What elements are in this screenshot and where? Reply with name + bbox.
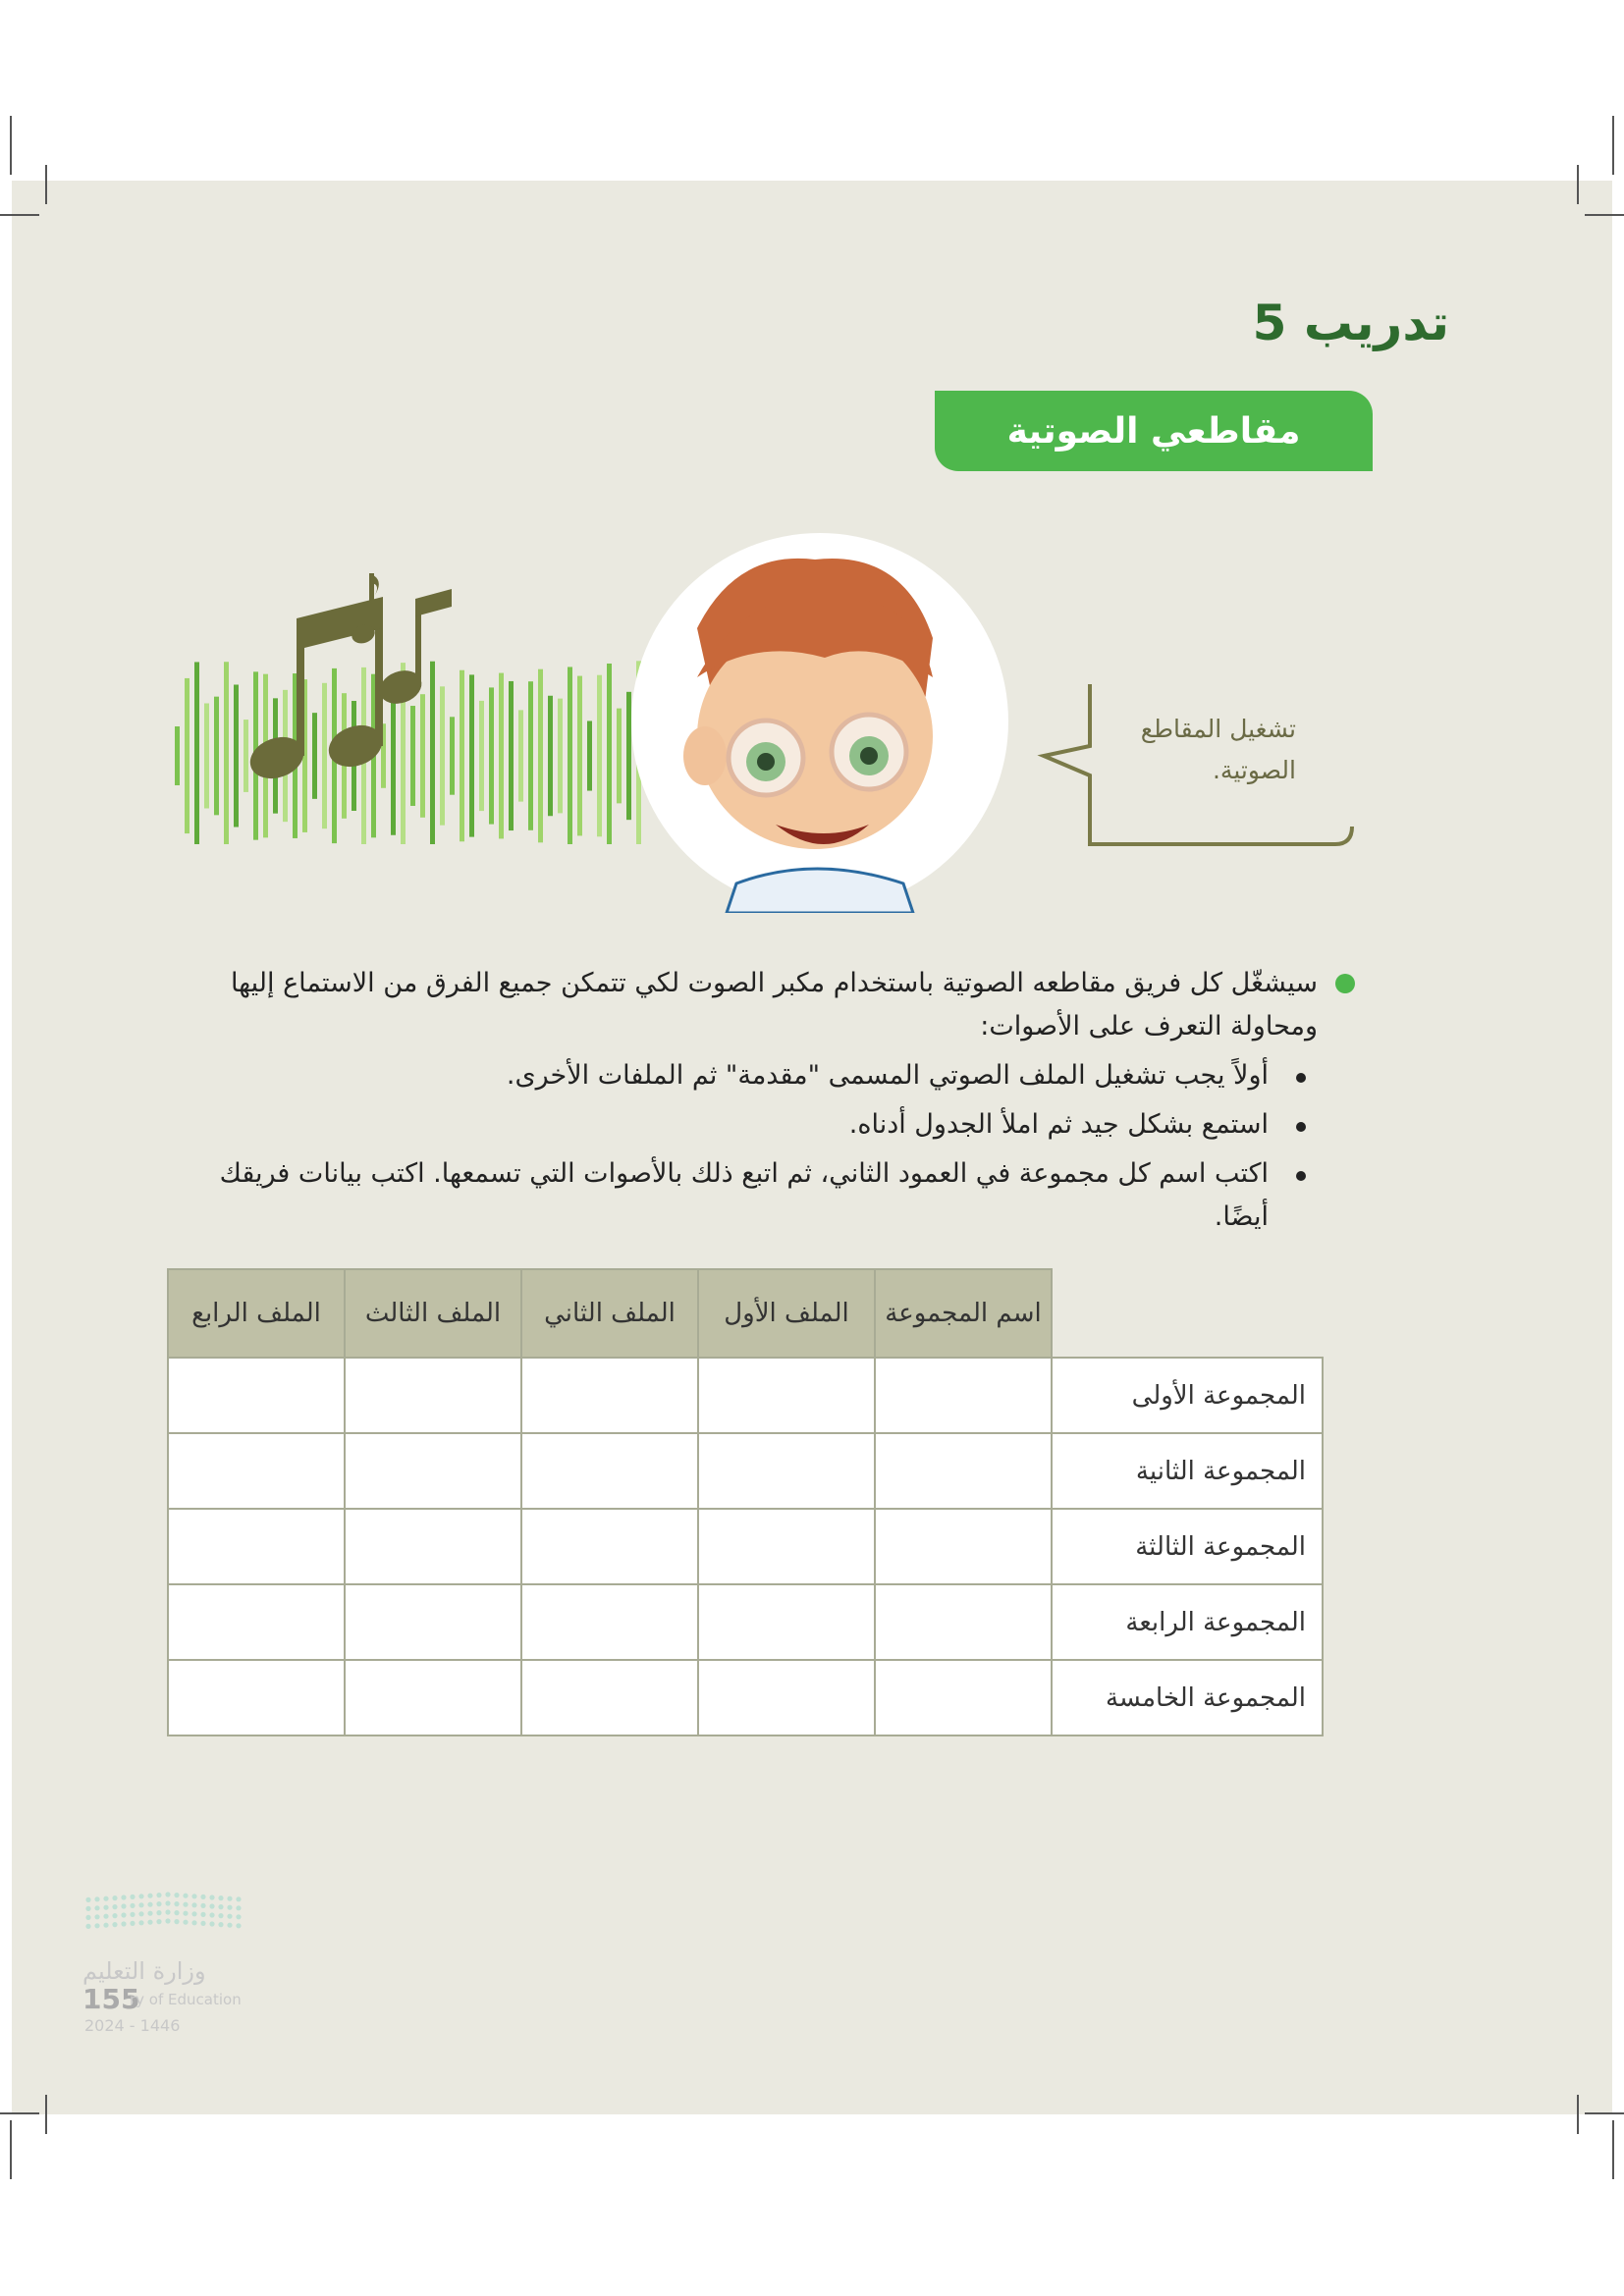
wave-bar	[194, 662, 199, 844]
logo-dot	[138, 1902, 143, 1907]
table-row	[168, 1509, 1323, 1584]
logo-dot	[147, 1920, 152, 1925]
instruction-main-text: سيشغّل كل فريق مقاطعه الصوتية باستخدام مكبر الصوت لكي تتمكن جميع الفرق من الاستماع إليها ومحاولة التعرف على الأصوات:	[230, 968, 1318, 1041]
row-label: المجموعة الرابعة	[1052, 1584, 1323, 1660]
logo-dot	[103, 1923, 108, 1928]
wave-bar	[509, 681, 514, 830]
logo-dot	[218, 1904, 223, 1909]
boy-illustration	[628, 530, 1011, 913]
table-row	[168, 1433, 1323, 1509]
wave-bar	[607, 664, 612, 844]
logo-dot	[227, 1896, 232, 1901]
logo-dot	[191, 1911, 196, 1916]
table-row	[168, 1660, 1323, 1735]
logo-dot	[227, 1923, 232, 1928]
instruction-item: استمع بشكل جيد ثم املأ الجدول أدناه.	[157, 1103, 1269, 1147]
wave-bar	[224, 662, 229, 844]
logo-dot	[94, 1896, 99, 1901]
logo-dot	[165, 1900, 170, 1905]
wave-bar	[538, 669, 543, 843]
row-label: المجموعة الأولى	[1052, 1358, 1323, 1433]
instruction-item: أولاً يجب تشغيل الملف الصوتي المسمى "مقدمة" ثم الملفات الأخرى.	[157, 1054, 1269, 1097]
crop-mark	[10, 116, 12, 175]
logo-dot	[85, 1897, 90, 1902]
ministry-logo-icon	[82, 1887, 249, 1946]
logo-dot	[236, 1905, 241, 1910]
logo-dot	[130, 1895, 135, 1899]
column-header: الملف الثالث	[345, 1269, 521, 1358]
logo-dot	[236, 1914, 241, 1919]
logo-dot	[200, 1903, 205, 1908]
table-cell[interactable]	[168, 1509, 345, 1584]
crop-mark	[1585, 214, 1624, 216]
wave-bar	[479, 701, 484, 811]
table-cell[interactable]	[875, 1584, 1052, 1660]
wave-bar	[244, 720, 248, 792]
table-cell[interactable]	[698, 1584, 875, 1660]
wave-bar	[568, 667, 572, 844]
wave-bar	[214, 697, 219, 816]
crop-mark	[10, 2120, 12, 2179]
table-cell[interactable]	[875, 1358, 1052, 1433]
table-cell[interactable]	[521, 1433, 698, 1509]
bullet-icon	[1335, 974, 1355, 993]
logo-dot	[147, 1911, 152, 1916]
wave-bar	[450, 717, 455, 794]
logo-dot	[103, 1896, 108, 1901]
wave-bar	[548, 696, 553, 816]
instruction-main	[157, 962, 1355, 1048]
instructions	[157, 962, 1355, 1245]
table-cell[interactable]	[521, 1584, 698, 1660]
ministry-name-en: ry of Education	[130, 1991, 242, 2008]
crop-mark	[45, 2095, 47, 2134]
logo-dot	[183, 1920, 188, 1925]
table-cell[interactable]	[875, 1509, 1052, 1584]
table-row	[168, 1358, 1323, 1433]
logo-dot	[130, 1903, 135, 1908]
logo-dot	[138, 1911, 143, 1916]
row-label: المجموعة الثانية	[1052, 1433, 1323, 1509]
wave-bar	[234, 684, 239, 827]
logo-dot	[236, 1896, 241, 1901]
column-header: الملف الأول	[698, 1269, 875, 1358]
wave-bar	[430, 662, 435, 844]
table-cell[interactable]	[168, 1433, 345, 1509]
logo-dot	[130, 1921, 135, 1926]
crop-mark	[45, 165, 47, 204]
wave-bar	[518, 710, 523, 801]
exercise-title: تدريب 5	[1252, 294, 1449, 351]
wave-bar	[587, 721, 592, 790]
logo-dot	[183, 1894, 188, 1898]
logo-dot	[156, 1910, 161, 1915]
table-cell[interactable]	[168, 1584, 345, 1660]
logo-dot	[156, 1901, 161, 1906]
logo-dot	[121, 1903, 126, 1908]
logo-dot	[200, 1895, 205, 1899]
wave-bar	[597, 675, 602, 837]
table-cell[interactable]	[521, 1358, 698, 1433]
table-cell[interactable]	[698, 1660, 875, 1735]
section-banner: مقاطعي الصوتية	[935, 391, 1373, 471]
logo-dot	[94, 1914, 99, 1919]
table-cell[interactable]	[875, 1433, 1052, 1509]
wave-bar	[528, 681, 533, 830]
crop-mark	[1585, 2112, 1624, 2114]
logo-dot	[227, 1914, 232, 1919]
logo-dot	[112, 1913, 117, 1918]
table-cell[interactable]	[698, 1509, 875, 1584]
wave-bar	[410, 706, 415, 806]
logo-dot	[218, 1922, 223, 1927]
groups-table	[167, 1268, 1324, 1736]
logo-dot	[147, 1902, 152, 1907]
table-cell[interactable]	[345, 1433, 521, 1509]
logo-dot	[156, 1893, 161, 1897]
table-cell[interactable]	[345, 1660, 521, 1735]
column-header: الملف الرابع	[168, 1269, 345, 1358]
logo-dot	[174, 1919, 179, 1924]
speech-bubble-text: تشغيل المقاطع الصوتية.	[1140, 715, 1296, 784]
logo-dot	[183, 1902, 188, 1907]
wave-bar	[558, 699, 563, 814]
logo-dot	[103, 1905, 108, 1910]
table-cell[interactable]	[698, 1358, 875, 1433]
table-cell[interactable]	[875, 1660, 1052, 1735]
logo-dot	[121, 1895, 126, 1899]
table-cell[interactable]	[168, 1660, 345, 1735]
logo-dot	[209, 1895, 214, 1899]
logo-dot	[191, 1920, 196, 1925]
logo-dot	[200, 1912, 205, 1917]
logo-dot	[156, 1919, 161, 1924]
wave-bar	[420, 694, 425, 818]
crop-mark	[1577, 165, 1579, 204]
logo-dot	[94, 1923, 99, 1928]
ministry-name: وزارة التعليم	[82, 1957, 206, 1985]
row-label: المجموعة الثالثة	[1052, 1509, 1323, 1584]
logo-dot	[174, 1901, 179, 1906]
wave-bar	[499, 673, 504, 839]
logo-dot	[112, 1922, 117, 1927]
logo-dot	[85, 1915, 90, 1920]
logo-dot	[85, 1906, 90, 1911]
instruction-item: اكتب اسم كل مجموعة في العمود الثاني، ثم اتبع ذلك بالأصوات التي تسمعها. اكتب بيانات فريقك أيضًا.	[157, 1152, 1269, 1239]
logo-dot	[165, 1892, 170, 1896]
table-cell[interactable]	[698, 1433, 875, 1509]
logo-dot	[209, 1912, 214, 1917]
logo-dot	[121, 1921, 126, 1926]
crop-mark	[1577, 2095, 1579, 2134]
crop-mark	[0, 214, 39, 216]
table-corner	[1052, 1269, 1323, 1358]
table-header-row	[168, 1269, 1323, 1358]
logo-dot	[103, 1914, 108, 1919]
logo-dot	[130, 1912, 135, 1917]
table-cell[interactable]	[521, 1509, 698, 1584]
logo-dot	[227, 1905, 232, 1910]
sound-wave-illustration	[167, 569, 658, 844]
wave-bar	[617, 709, 622, 804]
logo-dot	[112, 1904, 117, 1909]
table-cell[interactable]	[168, 1358, 345, 1433]
logo-dot	[209, 1921, 214, 1926]
page-number: 155	[82, 1983, 140, 2015]
logo-dot	[174, 1910, 179, 1915]
logo-dot	[218, 1913, 223, 1918]
logo-dot	[218, 1896, 223, 1900]
wave-bar	[204, 703, 209, 808]
instruction-list	[157, 1054, 1355, 1239]
column-header: اسم المجموعة	[875, 1269, 1052, 1358]
logo-dot	[191, 1894, 196, 1898]
wave-bar	[489, 687, 494, 824]
logo-dot	[165, 1918, 170, 1923]
wave-bar	[460, 670, 464, 842]
logo-dot	[94, 1905, 99, 1910]
wave-bar	[175, 726, 180, 785]
table-cell[interactable]	[521, 1660, 698, 1735]
logo-dot	[174, 1893, 179, 1897]
column-header: الملف الثاني	[521, 1269, 698, 1358]
crop-mark	[1612, 2120, 1614, 2179]
table-cell[interactable]	[345, 1358, 521, 1433]
wave-bar	[469, 674, 474, 836]
logo-dot	[138, 1920, 143, 1925]
logo-dot	[147, 1894, 152, 1898]
wave-bar	[322, 683, 327, 828]
wave-bar	[312, 713, 317, 799]
logo-dot	[209, 1903, 214, 1908]
year-label: 2024 - 1446	[84, 2016, 181, 2035]
logo-dot	[165, 1909, 170, 1914]
wave-bar	[577, 676, 582, 836]
table-row	[168, 1584, 1323, 1660]
logo-dot	[121, 1912, 126, 1917]
logo-dot	[191, 1902, 196, 1907]
logo-dot	[183, 1911, 188, 1916]
row-label: المجموعة الخامسة	[1052, 1660, 1323, 1735]
logo-dot	[236, 1923, 241, 1928]
crop-mark	[1612, 116, 1614, 175]
logo-dot	[138, 1894, 143, 1898]
wave-bar	[440, 686, 445, 825]
logo-dot	[200, 1921, 205, 1926]
wave-bar	[185, 678, 189, 833]
logo-dot	[85, 1924, 90, 1929]
logo-dot	[112, 1896, 117, 1900]
table-cell[interactable]	[345, 1509, 521, 1584]
crop-mark	[0, 2112, 39, 2114]
table-cell[interactable]	[345, 1584, 521, 1660]
